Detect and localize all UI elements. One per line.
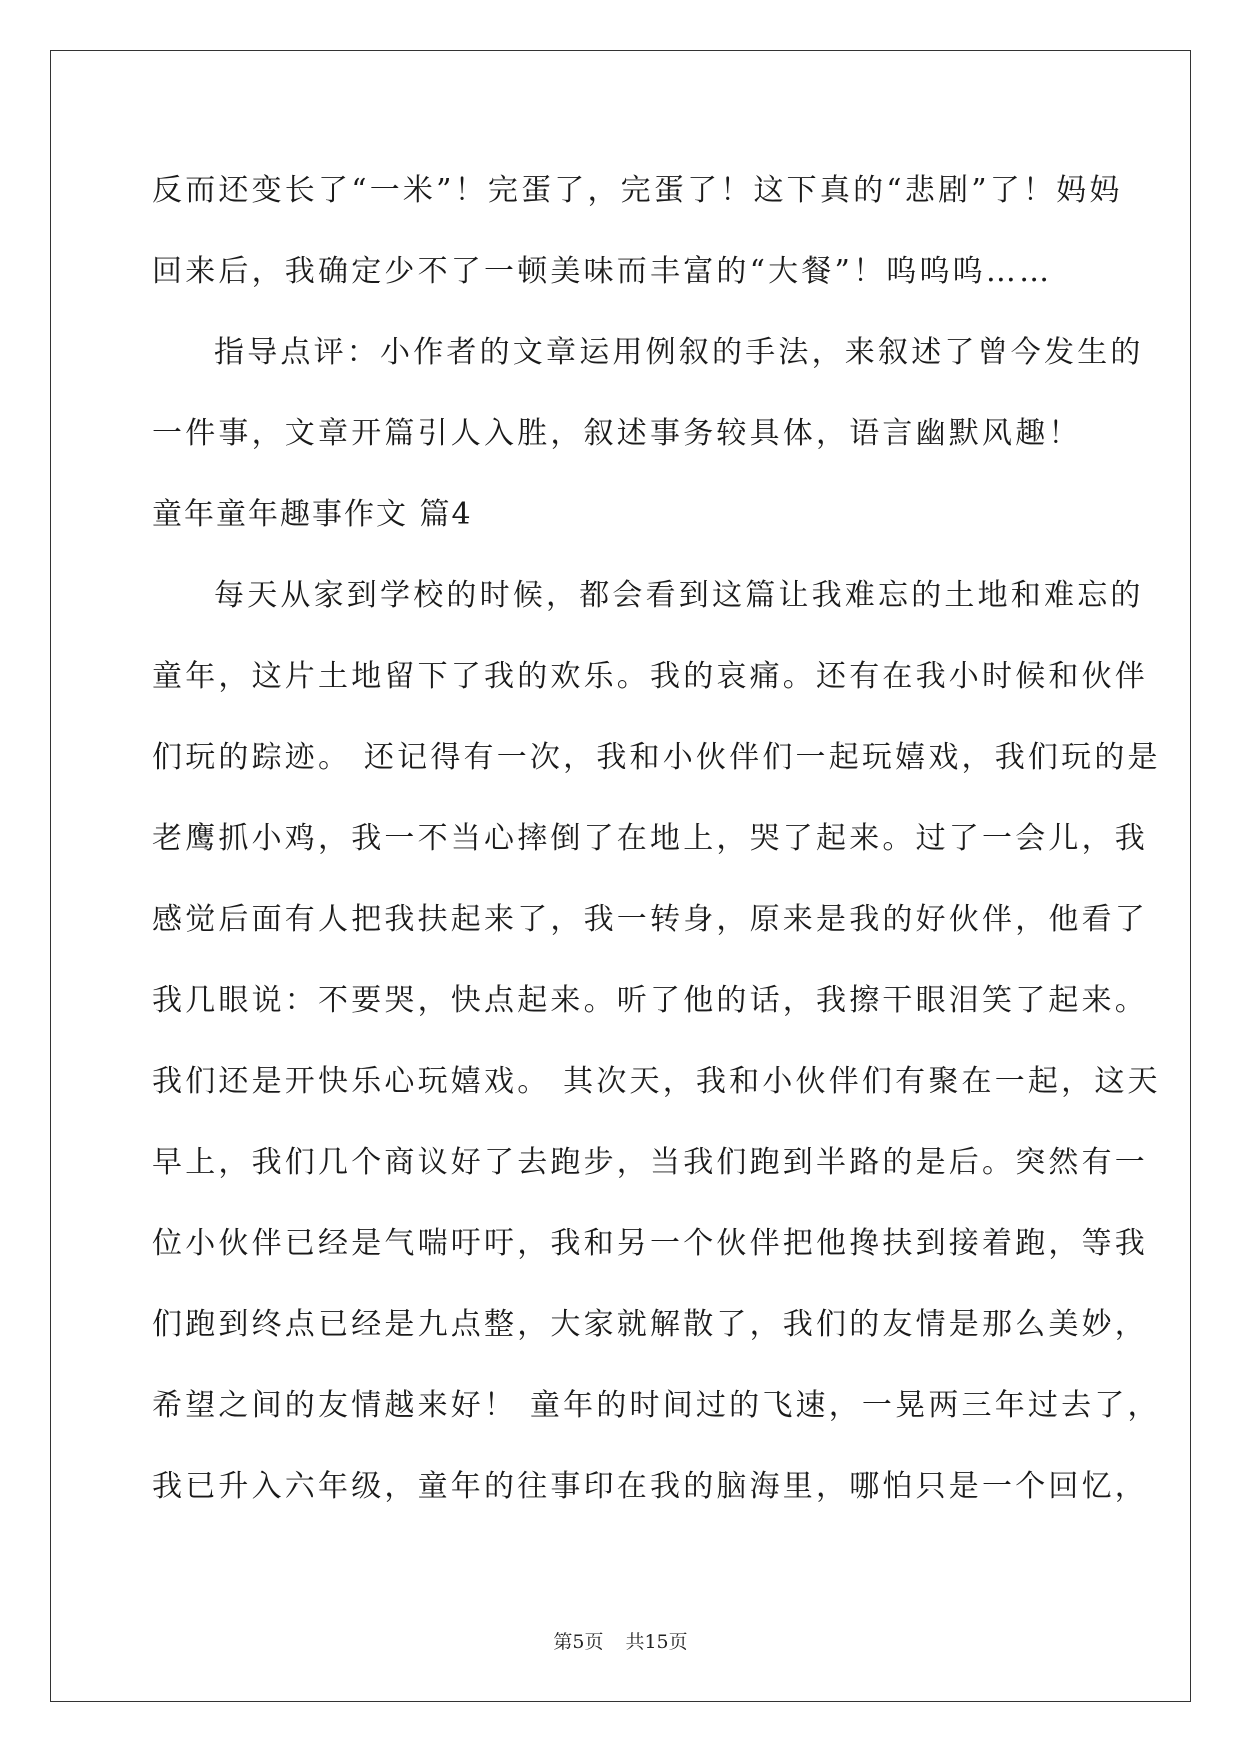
text-line: 我几眼说：不要哭，快点起来。听了他的话，我擦干眼泪笑了起来。 [152,983,1148,1018]
text-line: 我已升入六年级，童年的往事印在我的脑海里，哪怕只是一个回忆， [152,1469,1148,1504]
text-line: 一件事，文章开篇引人入胜，叙述事务较具体，语言幽默风趣！ [152,416,1082,451]
text-line: 回来后，我确定少不了一顿美味而丰富的“大餐”！呜呜呜…… [152,254,1053,289]
page-footer [0,1627,1241,1654]
page-total: 共15页 [625,1631,688,1653]
text-line: 早上，我们几个商议好了去跑步，当我们跑到半路的是后。突然有一 [152,1145,1148,1180]
text-line: 老鹰抓小鸡，我一不当心摔倒了在地上，哭了起来。过了一会儿，我 [152,821,1148,856]
document-body [152,160,1161,1537]
section-heading: 童年童年趣事作文 篇4 [152,497,473,532]
text-line: 指导点评：小作者的文章运用例叙的手法，来叙述了曾今发生的 [214,335,1144,370]
text-line: 们跑到终点已经是九点整，大家就解散了，我们的友情是那么美妙， [152,1307,1148,1342]
page-number: 第5页 [553,1631,604,1653]
text-line: 反而还变长了“一米”！完蛋了，完蛋了！这下真的“悲剧”了！妈妈 [152,173,1123,208]
text-line: 每天从家到学校的时候，都会看到这篇让我难忘的土地和难忘的 [214,578,1144,613]
text-line: 位小伙伴已经是气喘吁吁，我和另一个伙伴把他搀扶到接着跑，等我 [152,1226,1148,1261]
text-line: 感觉后面有人把我扶起来了，我一转身，原来是我的好伙伴，他看了 [152,902,1148,937]
text-line: 希望之间的友情越来好！ 童年的时间过的飞速，一晃两三年过去了， [152,1388,1161,1423]
text-line: 童年，这片土地留下了我的欢乐。我的哀痛。还有在我小时候和伙伴 [152,659,1148,694]
text-line: 们玩的踪迹。 还记得有一次，我和小伙伴们一起玩嬉戏，我们玩的是 [152,740,1161,775]
text-line: 我们还是开快乐心玩嬉戏。 其次天，我和小伙伴们有聚在一起，这天 [152,1064,1161,1099]
